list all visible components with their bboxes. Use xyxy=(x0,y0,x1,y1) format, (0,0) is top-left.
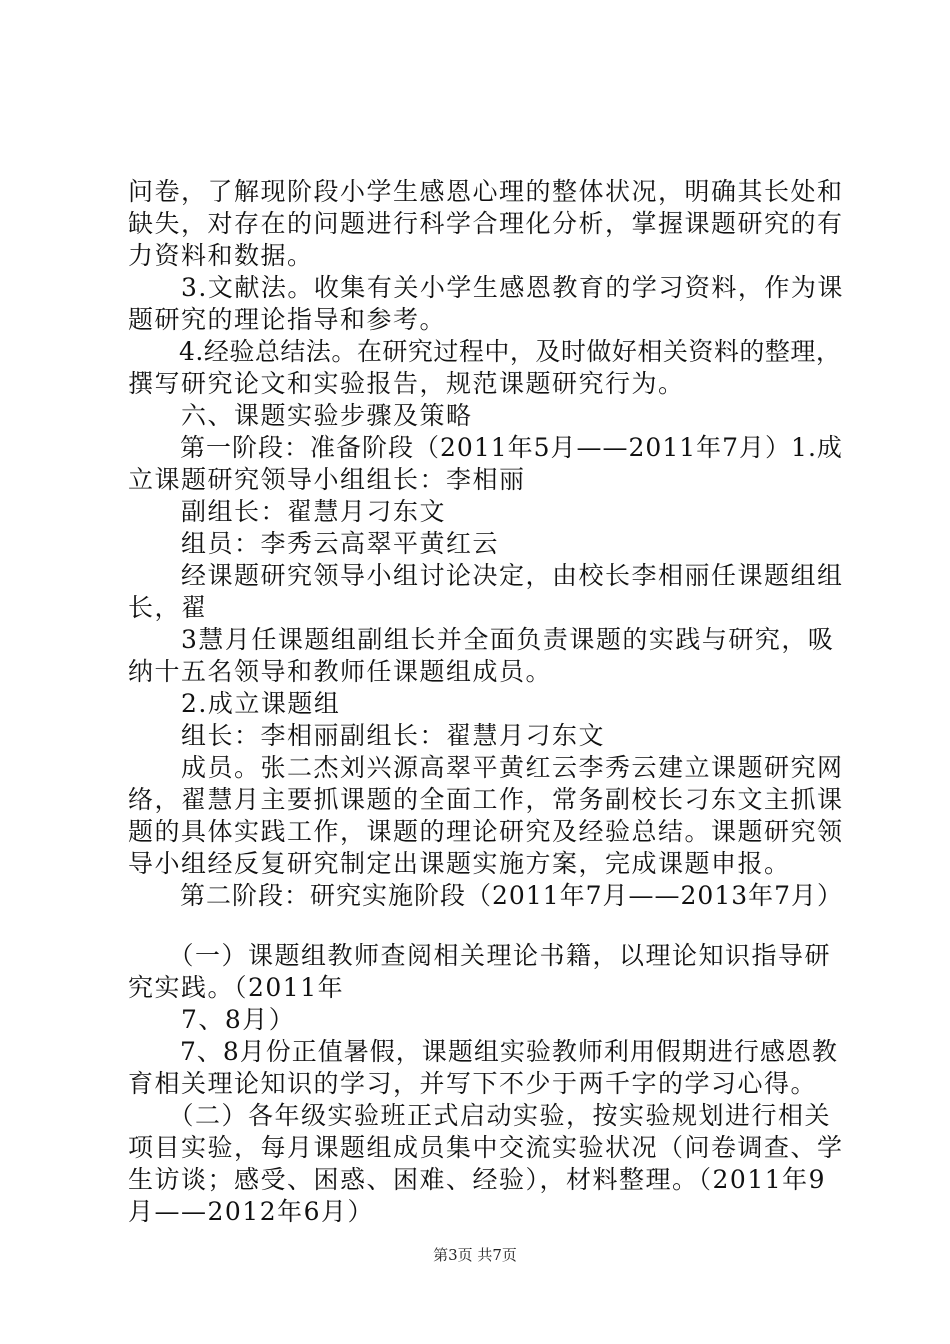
text-line: 副组长：翟慧月刁东文 xyxy=(128,497,447,526)
text-line: 组员：李秀云高翠平黄红云 xyxy=(128,529,500,558)
text-line: 3慧月任课题组副组长并全面负责课题的实践与研究，吸 xyxy=(128,625,835,654)
text-line: 组长：李相丽副组长：翟慧月刁东文 xyxy=(128,721,606,750)
text-line: 问卷，了解现阶段小学生感恩心理的整体状况，明确其长处和 xyxy=(128,177,844,206)
text-line: （二）各年级实验班正式启动实验，按实验规划进行相关 xyxy=(128,1101,832,1130)
text-line: 导小组经反复研究制定出课题实施方案，完成课题申报。 xyxy=(128,849,791,878)
text-line: 纳十五名领导和教师任课题组成员。 xyxy=(128,657,553,686)
text-line: 究实践。（2011年 xyxy=(128,973,345,1002)
text-line: 生访谈；感受、困惑、困难、经验），材料整理。（2011年9 xyxy=(128,1165,827,1194)
text-line: 题的具体实践工作，课题的理论研究及经验总结。课题研究领 xyxy=(128,817,844,846)
text-line: 题研究的理论指导和参考。 xyxy=(128,305,447,334)
text-line: 3.文献法。收集有关小学生感恩教育的学习资料，作为课 xyxy=(128,273,844,302)
section-heading: 六、课题实验步骤及策略 xyxy=(128,401,473,430)
text-line: （一）课题组教师查阅相关理论书籍，以理论知识指导研 xyxy=(128,941,832,970)
text-line: 7、8月） xyxy=(128,1005,296,1034)
text-line: 第一阶段：准备阶段（2011年5月——2011年7月）1.成 xyxy=(128,433,843,462)
text-line: 缺失，对存在的问题进行科学合理化分析，掌握课题研究的有 xyxy=(128,209,844,238)
text-line: 育相关理论知识的学习，并写下不少于两千字的学习心得。 xyxy=(128,1069,818,1098)
text-line: 第二阶段：研究实施阶段（2011年7月——2013年7月） xyxy=(128,881,844,910)
text-line: 力资料和数据。 xyxy=(128,241,314,270)
text-line: 7、8月份正值暑假，课题组实验教师利用假期进行感恩教 xyxy=(128,1037,838,1066)
text-line: 4.经验总结法。在研究过程中，及时做好相关资料的整理， xyxy=(128,337,842,366)
text-line: 络，翟慧月主要抓课题的全面工作，常务副校长刁东文主抓课 xyxy=(128,785,844,814)
text-line: 立课题研究领导小组组长：李相丽 xyxy=(128,465,526,494)
text-line: 成员。张二杰刘兴源高翠平黄红云李秀云建立课题研究网 xyxy=(128,753,844,782)
text-line: 月——2012年6月） xyxy=(128,1197,375,1226)
text-line: 经课题研究领导小组讨论决定，由校长李相丽任课题组组 xyxy=(128,561,844,590)
text-line: 项目实验，每月课题组成员集中交流实验状况（问卷调查、学 xyxy=(128,1133,844,1162)
text-line: 长，翟 xyxy=(128,593,208,622)
page-footer: 第3页 共7页 xyxy=(433,1246,517,1264)
text-line: 撰写研究论文和实验报告，规范课题研究行为。 xyxy=(128,369,685,398)
text-line: 2.成立课题组 xyxy=(128,689,341,718)
